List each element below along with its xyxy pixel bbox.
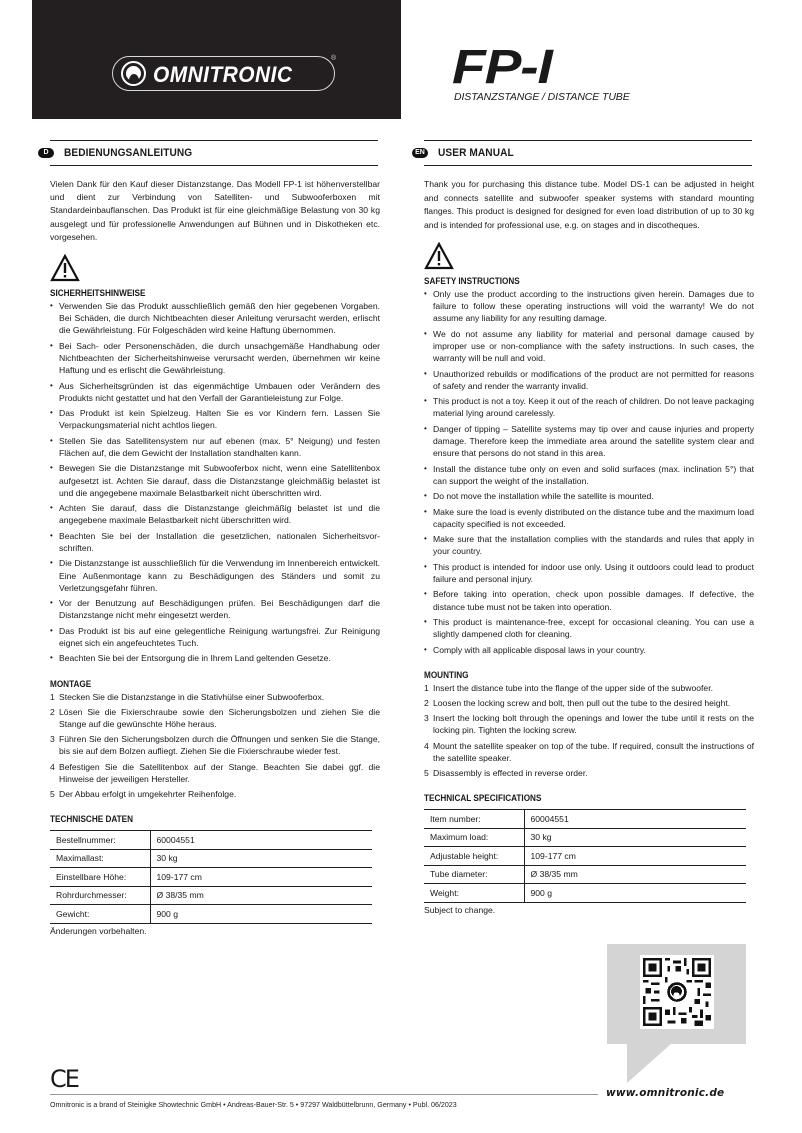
list-item: • Aus Sicherheitsgründen ist das eigenmächtige Umbauen oder Verändern des Produkts nicht gestattet und hat den Verfall der Garantieleistung zur Folge. bbox=[50, 380, 380, 404]
list-item: • Before taking into operation, check upon possible damages. If defective, the distance tube must not be taken into operation. bbox=[424, 588, 754, 612]
list-item: • Das Produkt ist bis auf eine gelegentliche Reinigung wartungsfrei. Zur Reinigung eignet sich ein angefeuchtetes Tuch. bbox=[50, 625, 380, 649]
list-item: • Verwenden Sie das Produkt ausschließlich gemäß den hier gegebenen Vorgaben. Bei Schäden, die durch Nichtbeachten dieser Anleitung verursacht werden, erlischt die Gewährleistung. Für Folgeschäden wird keine Haftung übernommen. bbox=[50, 300, 380, 337]
list-item: • We do not assume any liability for material and personal damage caused by improper use or non-compliance with the safety instructions. In such cases, the warranty will be null and void. bbox=[424, 328, 754, 365]
list-item bbox=[424, 712, 754, 736]
list-item bbox=[50, 733, 380, 757]
warning-triangle-icon bbox=[50, 254, 80, 282]
list-item bbox=[424, 697, 754, 709]
list-item bbox=[424, 682, 754, 694]
list-item: • Beachten Sie bei der Entsorgung die in Ihrem Land geltenden Gesetze. bbox=[50, 652, 380, 664]
list-item: • Das Produkt ist kein Spielzeug. Halten Sie es vor Kindern fern. Lassen Sie Verpackungsmaterial nicht achtlos liegen. bbox=[50, 407, 380, 431]
list-item: • Vor der Benutzung auf Beschädigungen prüfen. Bei Beschädigungen darf die Distanzstange nicht mehr eingesetzt werden. bbox=[50, 597, 380, 621]
step-text: Insert the distance tube into the flange of the upper side of the subwoofer. bbox=[433, 682, 713, 693]
mounting-heading: MONTAGE bbox=[50, 678, 92, 689]
list-item: • Unauthorized rebuilds or modifications of the product are not permitted for reasons of safety and render the warranty invalid. bbox=[424, 368, 754, 392]
list-item: • Stellen Sie das Satellitensystem nur auf ebenen (max. 5° Neigung) und festen Flächen auf, die dem Gewicht der Installation standhalten kann. bbox=[50, 435, 380, 459]
spec-value: Ø 38/35 mm bbox=[150, 886, 372, 905]
spec-key: Maximallast: bbox=[50, 849, 150, 868]
omnitronic-logo-mark-icon bbox=[121, 61, 146, 86]
safety-heading: SAFETY INSTRUCTIONS bbox=[424, 276, 520, 286]
spec-key: Maximum load: bbox=[424, 828, 524, 847]
qr-bubble-tail bbox=[627, 1043, 672, 1083]
table-row bbox=[50, 831, 372, 850]
step-text: Stecken Sie die Distanzstange in die Stativhülse einer Subwooferbox. bbox=[59, 691, 325, 702]
table-row bbox=[50, 868, 372, 887]
spec-key: Rohrdurchmesser: bbox=[50, 886, 150, 905]
list-item bbox=[424, 767, 754, 779]
spec-value: 900 g bbox=[524, 884, 746, 903]
step-text: Disassembly is effected in reverse order. bbox=[433, 767, 588, 778]
spec-key: Einstellbare Höhe: bbox=[50, 868, 150, 887]
list-item bbox=[50, 761, 380, 785]
step-number: 1 bbox=[50, 691, 55, 702]
specs-table bbox=[424, 809, 746, 903]
product-subtitle: DISTANZSTANGE / DISTANCE TUBE bbox=[454, 91, 630, 103]
table-row bbox=[424, 884, 746, 903]
omnitronic-logo bbox=[112, 56, 335, 91]
list-item: • Do not move the installation while the satellite is mounted. bbox=[424, 490, 754, 502]
step-number: 1 bbox=[424, 682, 429, 693]
list-item: • Bei Sach- oder Personenschäden, die durch unsachgemäße Handhabung oder Nichtbeachten der Sicherheitshinweise verursacht werden, übernehmen wir keine Haftung und es erlischt die Gewährleistung. bbox=[50, 340, 380, 377]
safety-list bbox=[50, 300, 380, 665]
step-number: 5 bbox=[424, 767, 429, 778]
mounting-steps bbox=[50, 691, 380, 801]
list-item: • Install the distance tube only on even and solid surfaces (max. inclination 5°) that can support the weight of the installation. bbox=[424, 463, 754, 487]
footer-imprint: Omnitronic is a brand of Steinigke Showtechnic GmbH • Andreas-Bauer-Str. 5 • 97297 Waldbüttelbrunn, Germany • Publ. 06/2023 bbox=[50, 1100, 457, 1109]
list-item: • Make sure that the installation complies with the standards and rules that apply in your country. bbox=[424, 533, 754, 557]
spec-value: 109-177 cm bbox=[524, 847, 746, 866]
safety-list bbox=[424, 288, 754, 656]
list-item: • Comply with all applicable disposal laws in your country. bbox=[424, 644, 754, 656]
table-row bbox=[50, 886, 372, 905]
brand-name: OMNITRONIC bbox=[153, 62, 293, 87]
mounting-steps bbox=[424, 682, 754, 779]
specs-heading: TECHNICAL SPECIFICATIONS bbox=[424, 793, 542, 804]
step-text: Mount the satellite speaker on top of the tube. If required, consult the instructions of the satellite speaker. bbox=[433, 740, 754, 763]
list-item bbox=[50, 788, 380, 800]
spec-value: 60004551 bbox=[524, 810, 746, 829]
step-number: 5 bbox=[50, 788, 55, 799]
table-row bbox=[424, 810, 746, 829]
mounting-heading: MOUNTING bbox=[424, 669, 469, 680]
list-item: • This product is maintenance-free, except for occasional cleaning. You can use a slightly dampened cloth for cleaning. bbox=[424, 616, 754, 640]
step-text: Der Abbau erfolgt in umgekehrter Reihenfolge. bbox=[59, 788, 237, 799]
step-number: 3 bbox=[50, 734, 55, 745]
list-item bbox=[50, 691, 380, 703]
website-link[interactable]: www.omnitronic.de bbox=[606, 1087, 725, 1099]
change-note: Subject to change. bbox=[424, 904, 496, 915]
table-row bbox=[50, 849, 372, 868]
spec-value: Ø 38/35 mm bbox=[524, 865, 746, 884]
table-row bbox=[50, 905, 372, 924]
table-row bbox=[424, 847, 746, 866]
section-title: USER MANUAL bbox=[438, 147, 514, 159]
list-item: • Bewegen Sie die Distanzstange mit Subwooferbox nicht, wenn eine Satellitenbox aufgesetzt ist. Achten Sie darauf, dass die Distanzstange gleichmäßig belastet ist und die angegebene maximale Belastbarkeit nicht überschritten wird. bbox=[50, 462, 380, 499]
step-number: 4 bbox=[424, 740, 429, 751]
section-title: BEDIENUNGSANLEITUNG bbox=[64, 147, 193, 159]
step-text: Befestigen Sie die Satellitenbox auf der Stange. Beachten Sie dabei ggf. die Hinweise der jeweiligen Hersteller. bbox=[59, 761, 380, 784]
list-item: • Only use the product according to the instructions given herein. Damages due to failure to follow these operating instructions will void the warranty! We do not assume any liability for any resulting damage. bbox=[424, 288, 754, 325]
specs-table bbox=[50, 830, 372, 924]
step-number: 2 bbox=[424, 697, 429, 708]
language-badge-en: EN bbox=[412, 148, 428, 158]
warning-triangle-icon bbox=[424, 242, 454, 270]
list-item: • This product is not a toy. Keep it out of the reach of children. Do not leave packaging material lying around carelessly. bbox=[424, 395, 754, 419]
list-item: • This product is intended for indoor use only. Using it outdoors could lead to product failure and personal injury. bbox=[424, 561, 754, 585]
safety-heading: SICHERHEITSHINWEISE bbox=[50, 288, 146, 299]
section-header-de bbox=[43, 140, 378, 166]
spec-key: Adjustable height: bbox=[424, 847, 524, 866]
step-number: 2 bbox=[50, 706, 55, 717]
list-item bbox=[424, 740, 754, 764]
product-title: FP-I bbox=[452, 41, 552, 94]
step-number: 4 bbox=[50, 761, 55, 772]
step-text: Loosen the locking screw and bolt, then pull out the tube to the desired height. bbox=[433, 697, 731, 708]
intro-paragraph: Vielen Dank für den Kauf dieser Distanzstange. Das Modell FP-1 ist höhenverstellbar und dient zur Verbindung von Satelliten- und Subwooferboxen mit Standardeinbauflanschen. Das Produkt ist für eine gleichmäßige Belastung von 30 kg ausgelegt und für professionelle Anwendungen auf Bühnen und in Diskotheken etc. vorgesehen. bbox=[50, 179, 380, 242]
step-text: Lösen Sie die Fixierschraube sowie den Sicherungsbolzen und ziehen Sie die Stange auf die gewünschte Höhe heraus. bbox=[59, 706, 380, 729]
step-number: 3 bbox=[424, 713, 429, 724]
german-column bbox=[43, 140, 380, 936]
table-row bbox=[424, 865, 746, 884]
list-item: • Die Distanzstange ist ausschließlich für die Verwendung im Innenbereich entwickelt. Eine Außenmontage kann zu Beschädigungen des Ständers und somit zu Verletzungsgefahr führen. bbox=[50, 557, 380, 594]
spec-value: 30 kg bbox=[150, 849, 372, 868]
english-column bbox=[415, 140, 754, 915]
ce-mark-icon: CE bbox=[50, 1065, 78, 1093]
spec-value: 109-177 cm bbox=[150, 868, 372, 887]
table-row bbox=[424, 828, 746, 847]
spec-key: Weight: bbox=[424, 884, 524, 903]
list-item bbox=[50, 706, 380, 730]
list-item: • Make sure the load is evenly distributed on the distance tube and the maximum load capacity specified is not exceeded. bbox=[424, 506, 754, 530]
change-note: Änderungen vorbehalten. bbox=[50, 925, 147, 936]
list-item: • Achten Sie darauf, dass die Distanzstange gleichmäßig belastet ist und die angegebene maximale Belastbarkeit nicht überschritten wird. bbox=[50, 502, 380, 526]
step-text: Insert the locking bolt through the openings and lower the tube until it rests on the locking pin. Tighten the locking screw. bbox=[433, 713, 754, 736]
step-text: Führen Sie den Sicherungsbolzen durch die Öffnungen und senken Sie die Stange, bis sie auf dem Bolzen aufliegt. Ziehen Sie die Fixierschraube wieder fest. bbox=[59, 734, 380, 757]
list-item: • Danger of tipping – Satellite systems may tip over and cause injuries and property damage. Therefore keep the immediate area around the satellite system clear and ensure that persons do not stand in this area. bbox=[424, 423, 754, 460]
specs-heading: TECHNISCHE DATEN bbox=[50, 814, 134, 825]
footer-divider bbox=[50, 1094, 598, 1095]
spec-key: Bestellnummer: bbox=[50, 831, 150, 850]
spec-value: 30 kg bbox=[524, 828, 746, 847]
intro-paragraph: Thank you for purchasing this distance tube. Model DS-1 can be adjusted in height and connects satellite and subwoofer speaker systems with standard mounting flanges. This product is designed for designed for even load distribution of up to 30 kg and is intended for professional use, e.g. on stages and in discotheques. bbox=[424, 179, 754, 230]
spec-key: Tube diameter: bbox=[424, 865, 524, 884]
language-badge-de: D bbox=[38, 148, 54, 158]
qr-code-icon[interactable] bbox=[640, 955, 714, 1029]
spec-key: Gewicht: bbox=[50, 905, 150, 924]
list-item: • Beachten Sie bei der Installation die gesetzlichen, nationalen Sicherheitsvor-schriften. bbox=[50, 530, 380, 554]
registered-mark: ® bbox=[331, 55, 337, 62]
spec-value: 60004551 bbox=[150, 831, 372, 850]
section-header-en bbox=[415, 140, 752, 166]
spec-key: Item number: bbox=[424, 810, 524, 829]
spec-value: 900 g bbox=[150, 905, 372, 924]
